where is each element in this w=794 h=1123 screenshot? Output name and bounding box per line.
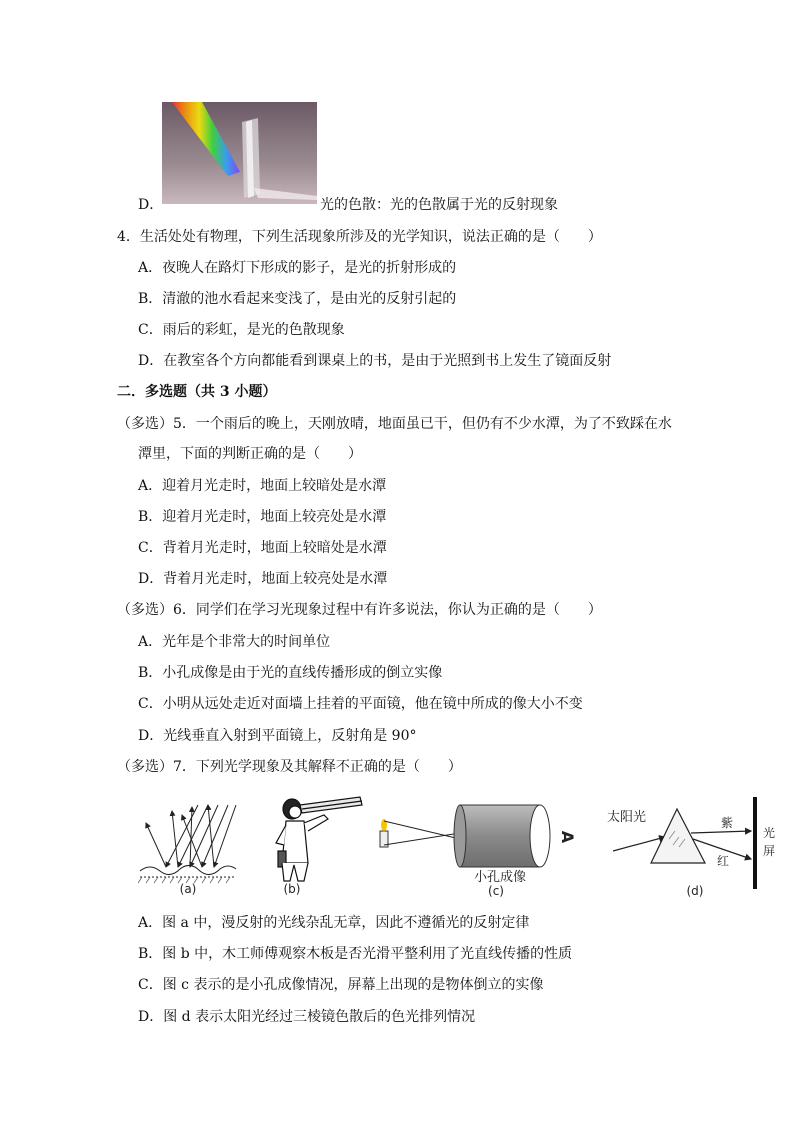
- q4-stem: 4．生活处处有物理，下列生活现象所涉及的光学知识，说法正确的是（ ）: [117, 229, 602, 245]
- q7-option-c: C．图 c 表示的是小孔成像情况，屏幕上出现的是物体倒立的实像: [138, 977, 544, 993]
- violet-label: 紫: [721, 816, 734, 830]
- q5-stem-line2: 潭里，下面的判断正确的是（ ）: [138, 446, 362, 462]
- figure-a-diffuse-reflection: [138, 793, 238, 898]
- screen-label-1: 光: [763, 826, 776, 840]
- q3-option-d-text: 光的色散：光的色散属于光的反射现象: [320, 197, 558, 213]
- figure-c-pinhole: [370, 793, 585, 898]
- q3-option-d-label: D．: [138, 197, 164, 213]
- inverted-image-icon: A: [558, 830, 577, 844]
- q5-option-b: B．迎着月光走时，地面上较亮处是水潭: [138, 509, 387, 525]
- q4-option-c: C．雨后的彩虹，是光的色散现象: [138, 322, 345, 338]
- figure-c-caption: 小孔成像: [473, 870, 527, 885]
- q4-option-a: A．夜晚人在路灯下形成的影子，是光的折射形成的: [138, 260, 457, 276]
- red-label: 红: [717, 854, 730, 868]
- sunlight-label: 太阳光: [607, 810, 647, 825]
- q6-option-b: B．小孔成像是由于光的直线传播形成的倒立实像: [138, 665, 443, 681]
- q6-option-a: A．光年是个非常大的时间单位: [138, 634, 331, 650]
- q4-option-b: B．清澈的池水看起来变浅了，是由光的反射引起的: [138, 291, 457, 307]
- q7-option-a: A．图 a 中，漫反射的光线杂乱无章，因此不遵循光的反射定律: [138, 915, 530, 931]
- section-heading: 二．多选题（共 3 小题）: [117, 384, 277, 400]
- screen-label-2: 屏: [763, 844, 776, 858]
- q6-option-c: C．小明从远处走近对面墙上挂着的平面镜，他在镜中所成的像大小不变: [138, 696, 583, 712]
- figure-b-label: (b): [283, 882, 301, 896]
- figure-d-prism: [605, 793, 780, 898]
- q5-option-d: D．背着月光走时，地面上较亮处是水潭: [138, 571, 388, 587]
- prism-dispersion-photo: [162, 102, 317, 204]
- q6-option-d: D．光线垂直入射到平面镜上，反射角是 90°: [138, 728, 417, 744]
- q5-stem-line1: （多选）5．一个雨后的晚上，天刚放晴，地面虽已干，但仍有不少水潭，为了不致踩在水: [117, 416, 672, 432]
- q7-option-d: D．图 d 表示太阳光经过三棱镜色散后的色光排列情况: [138, 1009, 476, 1025]
- q5-option-c: C．背着月光走时，地面上较暗处是水潭: [138, 540, 387, 556]
- q5-option-a: A．迎着月光走时，地面上较暗处是水潭: [138, 478, 387, 494]
- figure-a-label: (a): [179, 882, 197, 896]
- q4-option-d: D．在教室各个方向都能看到课桌上的书，是由于光照到书上发生了镜面反射: [138, 353, 612, 369]
- figure-d-label: (d): [686, 884, 704, 898]
- q6-stem: （多选）6．同学们在学习光现象过程中有许多说法，你认为正确的是（ ）: [117, 602, 602, 618]
- q7-option-b: B．图 b 中，木工师傅观察木板是否光滑平整利用了光直线传播的性质: [138, 946, 573, 962]
- figure-c-label: (c): [488, 884, 504, 898]
- figure-b-carpenter: [264, 793, 364, 898]
- q7-stem: （多选）7．下列光学现象及其解释不正确的是（ ）: [117, 759, 462, 775]
